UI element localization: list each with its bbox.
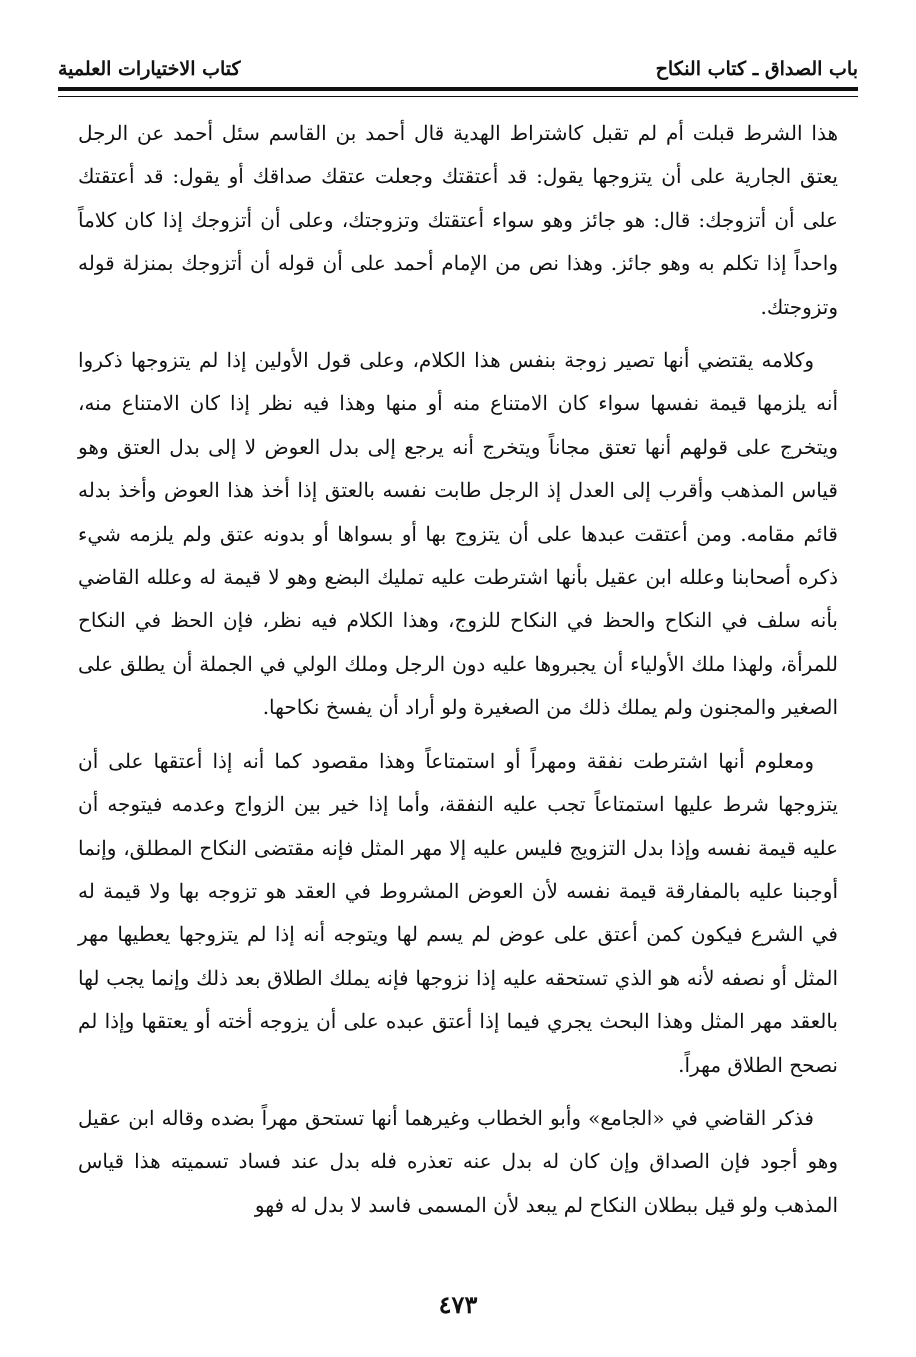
page-number: ٤٧٣ bbox=[438, 1290, 478, 1319]
header-rule-thick bbox=[58, 87, 858, 91]
paragraph-4: فذكر القاضي في «الجامع» وأبو الخطاب وغيرهما أنها تستحق مهراً بضده وقاله ابن عقيل وهو أجود فإن الصداق وإن كان له بدل عنه تعذره فله بدل عند فساد تسميته هذا قياس المذهب ولو قيل ببطلان النكاح لم يبعد لأن المسمى فاسد لا بدل له فهو bbox=[78, 1105, 838, 1217]
header-rule-thin bbox=[58, 96, 858, 97]
paragraph-1: هذا الشرط قبلت أم لم تقبل كاشتراط الهدية قال أحمد بن القاسم سئل أحمد عن الرجل يعتق الجارية على أن يتزوجها يقول: قد أعتقتك وجعلت عتقك صداقك أو يقول: قد أعتقتك على أن أتزوجك: قال: هو جائز وهو سواء أعتقتك وتزوجتك، وعلى أن أتزوجك إذا كان كلاماً واحداً إذا تكلم به وهو جائز. وهذا نص من الإمام أحمد على أن قوله أن أتزوجك بمنزلة قوله وتزوجتك. bbox=[78, 121, 838, 319]
paragraph-3: ومعلوم أنها اشترطت نفقة ومهراً أو استمتاعاً وهذا مقصود كما أنه إذا أعتقها على أن يتزوجها شرط عليها استمتاعاً تجب عليه النفقة، وأما إذا خير بين الزواج وعدمه فيتوجه أن عليه قيمة نفسه وإذا بدل التزويج فليس عليه إلا مهر المثل فإنه مقتضى النكاح المطلق، وإنما أوجبنا عليه بالمفارقة قيمة نفسه لأن العوض المشروط في العقد هو تزوجه بها ولا قيمة له في الشرع فيكون كمن أعتق على عوض لم يسم لها ويتوجه أنه إذا لم يتزوجها يعطيها مهر المثل أو نصفه لأنه هو الذي تستحقه عليه إذا نزوجها فإنه يملك الطلاق بعد ذلك وإنما يجب لها بالعقد مهر المثل وهذا البحث يجري فيما إذا أعتق عبده على أن يزوجه أخته أو يعتقها وإذا لم نصحح الطلاق مهراً. bbox=[78, 748, 838, 1077]
running-header bbox=[58, 52, 858, 86]
chapter-title: باب الصداق ـ كتاب النكاح bbox=[655, 58, 858, 80]
body-text bbox=[78, 112, 838, 1227]
book-title: كتاب الاختيارات العلمية bbox=[58, 58, 241, 80]
paragraph-2: وكلامه يقتضي أنها تصير زوجة بنفس هذا الكلام، وعلى قول الأولين إذا لم يتزوجها ذكروا أنه يلزمها قيمة نفسها سواء كان الامتناع منه أو منها وهذا فيه نظر إذا كان الامتناع منه، ويتخرج على قولهم أنها تعتق مجاناً ويتخرج أنه يرجع إلى بدل العوض لا إلى بدل العتق وهو قياس المذهب وأقرب إلى العدل إذ الرجل طابت نفسه بالعتق إذا أخذ هذا العوض وأخذ بدله قائم مقامه. ومن أعتقت عبدها على أن يتزوج بها أو بسواها أو بدونه عتق ولم يلزمه شيء ذكره أصحابنا وعلله ابن عقيل بأنها اشترطت عليه تمليك البضع وهو لا قيمة له وعلله القاضي بأنه سلف في النكاح والحظ في النكاح للزوج، وهذا الكلام فيه نظر، فإن الحظ في النكاح للمرأة، ولهذا ملك الأولياء أن يجبروها عليه دون الرجل وملك الولي في الجملة أن يطلق على الصغير والمجنون ولم يملك ذلك من الصغيرة ولو أراد أن يفسخ نكاحها. bbox=[78, 348, 838, 720]
